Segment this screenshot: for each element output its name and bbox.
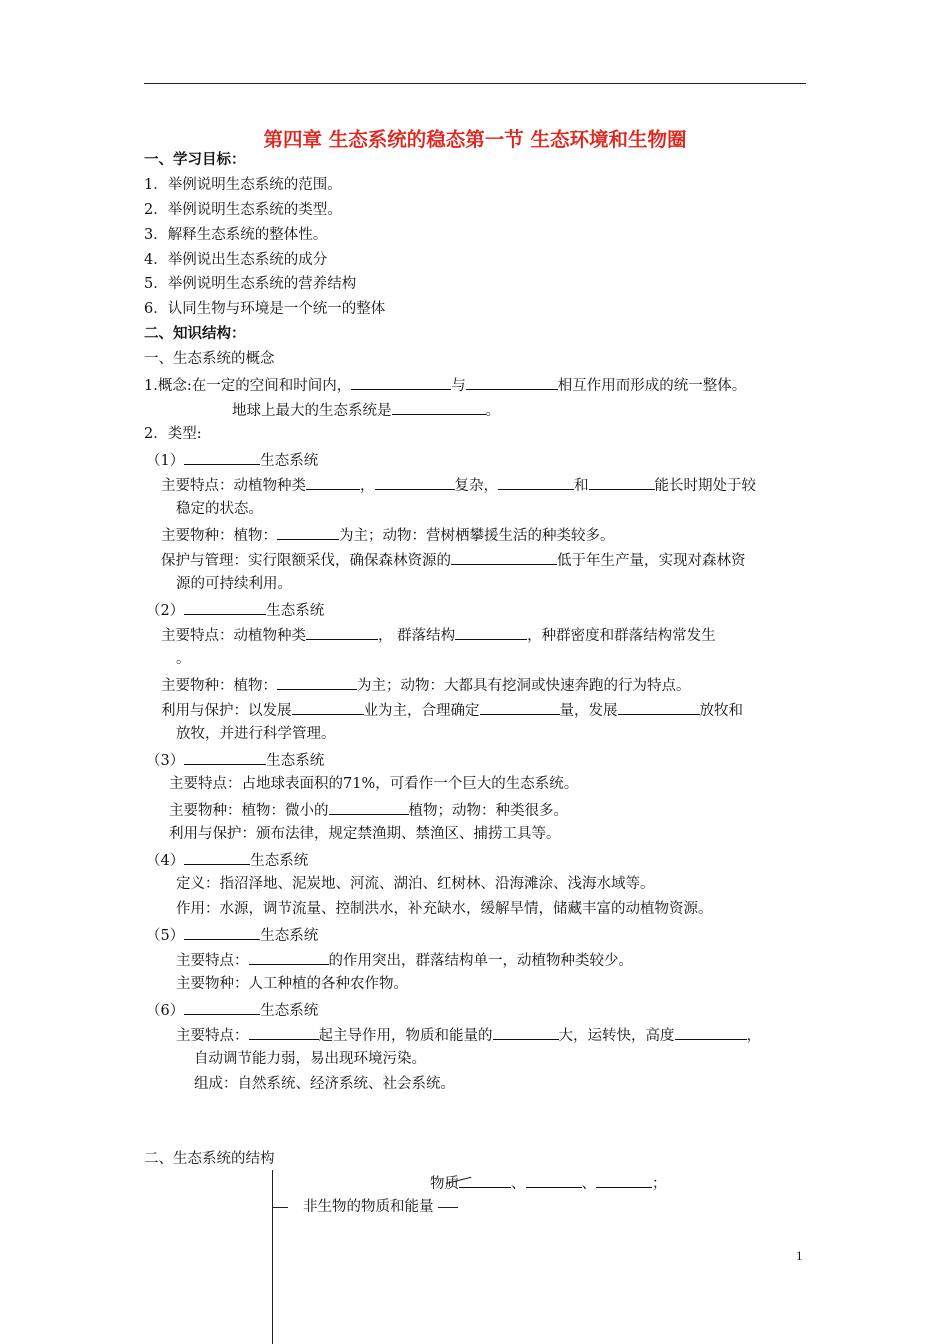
- diagram-bracket-line: [272, 1170, 273, 1344]
- nonbiotic-label: 非生物的物质和能量: [303, 1199, 434, 1215]
- fill-blank[interactable]: [618, 699, 700, 715]
- type-6-heading: （6） 生态系统: [146, 999, 318, 1021]
- concept-definition: 1.概念:在一定的空间和时间内， 与 相互作用而形成的统一整体。: [144, 374, 746, 396]
- largest-ecosystem-line: 地球上最大的生态系统是 。: [232, 399, 500, 421]
- fill-blank[interactable]: [249, 1024, 319, 1040]
- fill-blank[interactable]: [466, 374, 558, 390]
- farmland-species: 主要物种：人工种植的各种农作物。: [176, 976, 408, 992]
- fill-blank[interactable]: [351, 374, 451, 390]
- wetland-definition: 定义：指沼泽地、泥炭地、河流、湖泊、红树林、沿海滩涂、浅海水域等。: [176, 876, 655, 892]
- goal-item: 2．举例说明生态系统的类型。: [144, 202, 342, 218]
- goal-item: 3．解释生态系统的整体性。: [144, 227, 328, 243]
- fill-blank[interactable]: [392, 399, 486, 415]
- section-concept-heading: 一、生态系统的概念: [144, 351, 275, 367]
- city-features-cont: 自动调节能力弱，易出现环境污染。: [194, 1051, 426, 1067]
- fill-blank[interactable]: [493, 1024, 559, 1040]
- grassland-features: 主要特点：动植物种类 ， 群落结构 ，种群密度和群落结构常发生: [161, 624, 716, 646]
- section-structure-heading: 二、生态系统的结构: [144, 1151, 275, 1167]
- fill-blank[interactable]: [277, 674, 357, 690]
- diagram-connector: [438, 1207, 458, 1208]
- type-1-heading: （1） 生态系统: [146, 449, 318, 471]
- fill-blank[interactable]: [184, 999, 260, 1015]
- fill-blank[interactable]: [184, 849, 250, 865]
- page-title: 第四章 生态系统的稳态第一节 生态环境和生物圈: [263, 128, 687, 151]
- types-label: 2．类型:: [144, 426, 202, 442]
- fill-blank[interactable]: [675, 1024, 747, 1040]
- goal-item: 6．认同生物与环境是一个统一的整体: [144, 301, 386, 317]
- matter-row: 物质 、 、 ；: [430, 1172, 667, 1194]
- forest-protection-cont: 源的可持续利用。: [176, 576, 292, 592]
- grassland-use: 利用与保护：以发展 业为主，合理确定 量，发展 放牧和: [161, 699, 743, 721]
- fill-blank[interactable]: [589, 474, 655, 490]
- fill-blank[interactable]: [455, 624, 527, 640]
- fill-blank[interactable]: [498, 474, 574, 490]
- fill-blank[interactable]: [480, 699, 560, 715]
- type-5-heading: （5） 生态系统: [146, 924, 318, 946]
- grassland-species: 主要物种：植物： 为主；动物：大都具有挖洞或快速奔跑的行为特点。: [161, 674, 691, 696]
- type-3-heading: （3） 生态系统: [146, 749, 324, 771]
- goal-item: 1．举例说明生态系统的范围。: [144, 177, 342, 193]
- header-rule: [144, 83, 806, 84]
- fill-blank[interactable]: [526, 1172, 582, 1188]
- wetland-function: 作用：水源，调节流量、控制洪水，补充缺水，缓解旱情，储藏丰富的动植物资源。: [176, 901, 713, 917]
- fill-blank[interactable]: [292, 699, 364, 715]
- ocean-use: 利用与保护：颁布法律，规定禁渔期、禁渔区、捕捞工具等。: [169, 826, 561, 842]
- ocean-features: 主要特点：占地球表面积的71%，可看作一个巨大的生态系统。: [169, 776, 579, 792]
- structure-heading: 二、知识结构：: [144, 325, 246, 342]
- ocean-species: 主要物种：植物：微小的 植物；动物：种类很多。: [169, 799, 568, 821]
- forest-species: 主要物种：植物： 为主；动物：营树栖攀援生活的种类较多。: [161, 524, 615, 546]
- fill-blank[interactable]: [329, 799, 409, 815]
- fill-blank[interactable]: [277, 524, 339, 540]
- forest-features-cont: 稳定的状态。: [176, 501, 263, 517]
- type-4-heading: （4） 生态系统: [146, 849, 308, 871]
- goals-heading: 一、学习目标：: [144, 151, 246, 168]
- page-number: 1: [796, 1248, 803, 1263]
- grassland-use-cont: 放牧，并进行科学管理。: [176, 726, 336, 742]
- grassland-features-cont: 。: [176, 651, 191, 667]
- fill-blank[interactable]: [249, 949, 329, 965]
- goal-item: 5．举例说明生态系统的营养结构: [144, 276, 357, 292]
- fill-blank[interactable]: [306, 474, 360, 490]
- fill-blank[interactable]: [306, 624, 378, 640]
- fill-blank[interactable]: [375, 474, 455, 490]
- fill-blank[interactable]: [184, 924, 260, 940]
- fill-blank[interactable]: [451, 549, 557, 565]
- diagram-branch-tick: [272, 1207, 288, 1208]
- fill-blank[interactable]: [184, 599, 266, 615]
- fill-blank[interactable]: [459, 1172, 511, 1188]
- farmland-features: 主要特点： 的作用突出，群落结构单一，动植物种类较少。: [176, 949, 633, 971]
- forest-protection: 保护与管理：实行限额采伐，确保森林资源的 低于年生产量，实现对森林资: [161, 549, 746, 571]
- fill-blank[interactable]: [184, 749, 266, 765]
- goal-item: 4．举例说出生态系统的成分: [144, 252, 328, 268]
- type-2-heading: （2） 生态系统: [146, 599, 324, 621]
- city-composition: 组成：自然系统、经济系统、社会系统。: [194, 1076, 455, 1092]
- fill-blank[interactable]: [596, 1172, 652, 1188]
- forest-features: 主要特点：动植物种类 ， 复杂， 和 能长时期处于较: [161, 474, 756, 496]
- fill-blank[interactable]: [184, 449, 260, 465]
- city-features: 主要特点： 起主导作用，物质和能量的 大，运转快，高度 ，: [176, 1024, 761, 1046]
